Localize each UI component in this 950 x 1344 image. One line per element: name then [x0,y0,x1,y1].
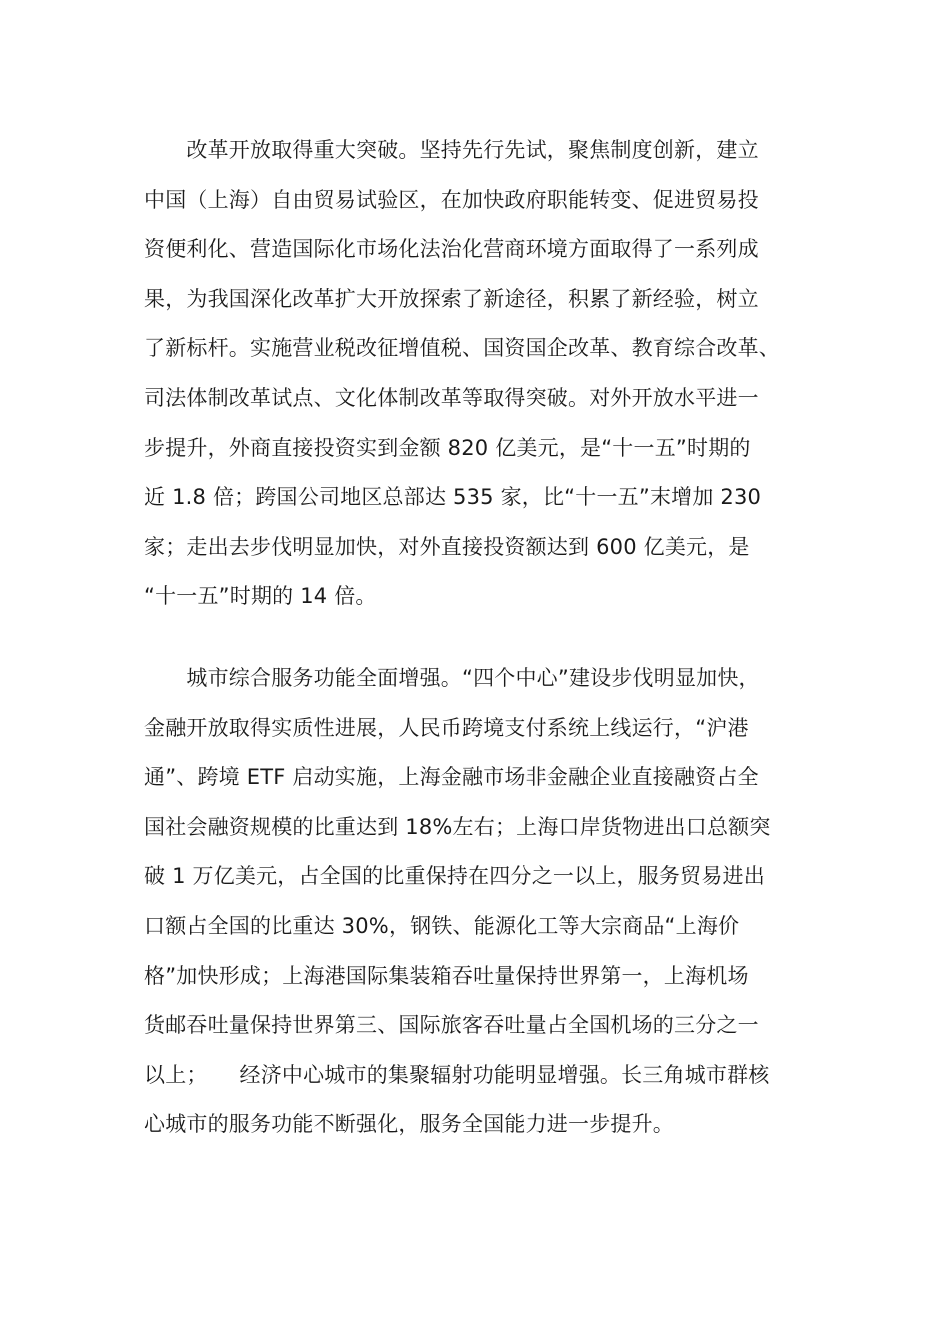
text-line: 家；走出去步伐明显加快，对外直接投资额达到 600 亿美元，是 [144,534,750,559]
text-line: 通”、跨境 ETF 启动实施，上海金融市场非金融企业直接融资占全 [144,765,759,790]
text-line: 口额占全国的比重达 30%，钢铁、能源化工等大宗商品“上海价 [144,913,740,938]
text-line: 近 1.8 倍；跨国公司地区总部达 535 家，比“十一五”末增加 230 [144,485,762,510]
text-line: 金融开放取得实质性进展，人民币跨境支付系统上线运行，“沪港 [144,715,749,740]
text-line: “十一五”时期的 14 倍。 [144,584,377,609]
text-line: 中国（上海）自由贸易试验区，在加快政府职能转变、促进贸易投 [144,187,759,212]
text-line: 果，为我国深化改革扩大开放探索了新途径，积累了新经验，树立 [144,286,759,311]
text-line: 步提升，外商直接投资实到金额 820 亿美元，是“十一五”时期的 [144,435,751,460]
paragraph-reform-opening [144,126,816,622]
text-line: 货邮吞吐量保持世界第三、国际旅客吞吐量占全国机场的三分之一 [144,1013,759,1038]
text-line: 国社会融资规模的比重达到 18%左右；上海口岸货物进出口总额突 [144,814,771,839]
text-line: 格”加快形成；上海港国际集装箱吞吐量保持世界第一，上海机场 [144,963,749,988]
paragraph-city-services [144,654,816,1150]
text-line: 改革开放取得重大突破。坚持先行先试，聚焦制度创新，建立 [144,138,759,162]
text-line: 心城市的服务功能不断强化，服务全国能力进一步提升。 [144,1112,674,1137]
text-line: 资便利化、营造国际化市场化法治化营商环境方面取得了一系列成 [144,237,759,262]
text-line: 城市综合服务功能全面增强。“四个中心”建设步伐明显加快， [144,666,760,690]
text-line: 以上； 经济中心城市的集聚辐射功能明显增强。长三角城市群核 [144,1062,770,1087]
text-line: 破 1 万亿美元，占全国的比重保持在四分之一以上，服务贸易进出 [144,864,765,889]
text-line: 司法体制改革试点、文化体制改革等取得突破。对外开放水平进一 [144,385,759,410]
text-line: 了新标杆。实施营业税改征增值税、国资国企改革、教育综合改革、 [144,336,780,361]
